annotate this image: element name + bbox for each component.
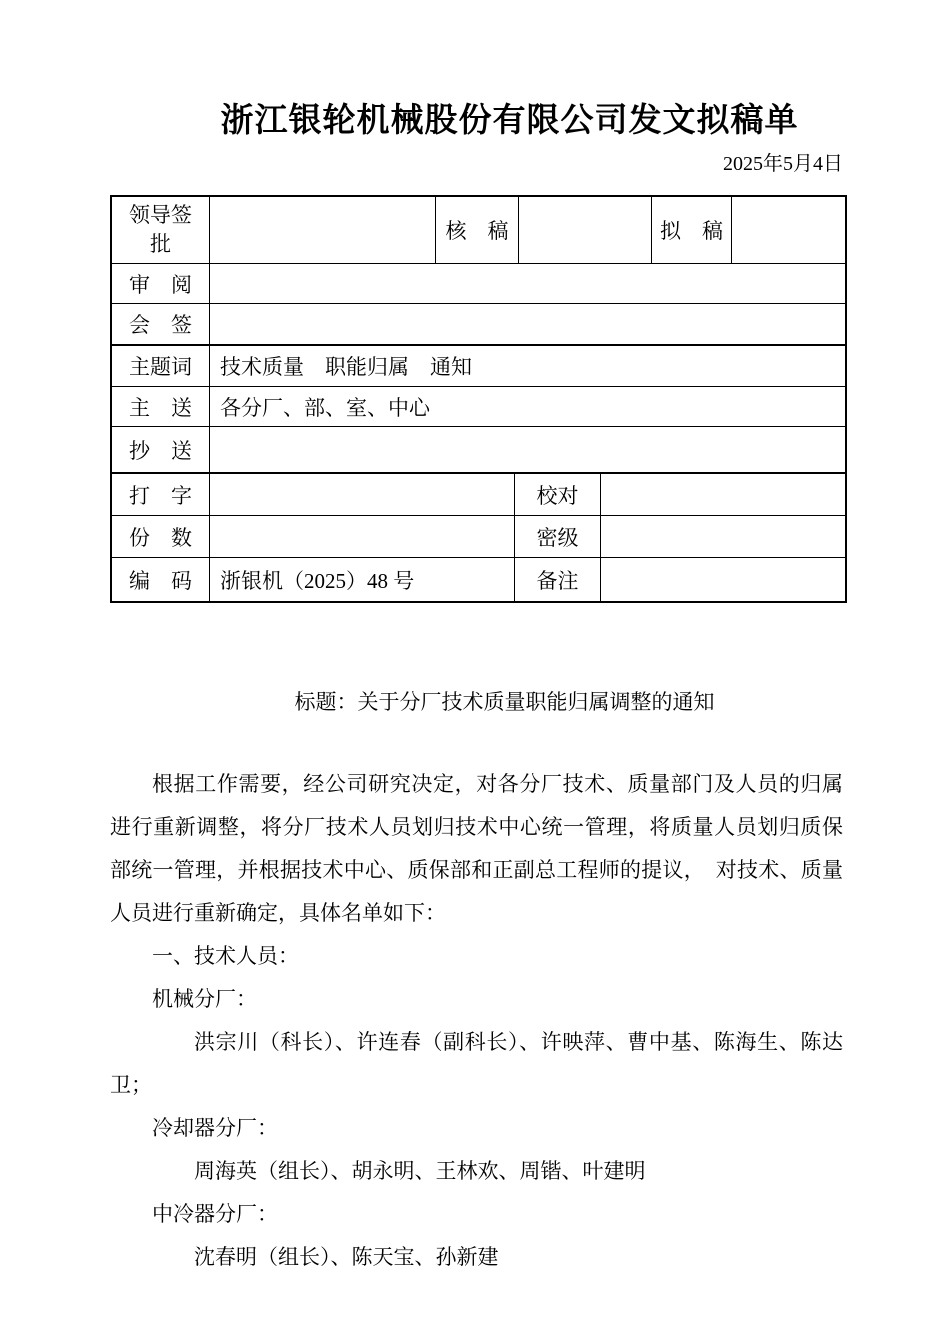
form-label-review: 审 阅 (129, 272, 192, 297)
body-paragraph-cooler-branch: 冷却器分厂： (152, 1116, 278, 1140)
form-label-draft: 拟 稿 (651, 197, 731, 263)
body-paragraph-cooler-names: 周海英（组长）、胡永明、王林欢、周锴、叶建明 (194, 1159, 646, 1183)
form-value-typing (209, 474, 514, 515)
form-label-typing: 打 字 (129, 483, 192, 508)
form-row-main-send (112, 387, 845, 427)
form-row-copy-send (112, 427, 845, 474)
form-label-check-draft: 核 稿 (435, 197, 518, 263)
form-row-review (112, 264, 845, 304)
form-value-review (209, 264, 845, 303)
form-row-leader-sign (112, 197, 845, 264)
form-label-copy-send: 抄 送 (129, 438, 192, 463)
form-value-copies (209, 516, 514, 557)
body-paragraph-intercooler-branch: 中冷器分厂： (152, 1202, 278, 1226)
form-label-copies: 份 数 (129, 525, 192, 550)
form-label-main-send: 主 送 (129, 395, 192, 420)
form-value-security-level (600, 516, 845, 557)
body-paragraph-machinery-names: 洪宗川（科长）、许连春（副科长）、许映萍、曹中基、陈海生、陈达卫； (110, 1030, 843, 1097)
form-label-proofread: 校对 (514, 474, 600, 515)
form-value-code: 浙银机（2025）48 号 (209, 558, 514, 601)
form-value-countersign (209, 304, 845, 344)
form-value-keywords: 技术质量 职能归属 通知 (209, 346, 845, 386)
form-value-main-send: 各分厂、部、室、中心 (209, 387, 845, 426)
form-row-code (112, 558, 845, 601)
document-body (110, 763, 843, 1279)
form-row-keywords (112, 346, 845, 387)
form-value-proofread (600, 474, 845, 515)
form-value-leader-sign (209, 197, 435, 263)
form-value-copy-send (209, 427, 845, 472)
drafting-form-table (110, 195, 847, 603)
document-date: 2025年5月4日 (723, 153, 843, 175)
form-label-security-level: 密级 (514, 516, 600, 557)
form-row-copies (112, 516, 845, 558)
page-title: 浙江银轮机械股份有限公司发文拟稿单 (220, 101, 799, 138)
form-label-countersign: 会 签 (129, 313, 192, 337)
form-label-remarks: 备注 (514, 558, 600, 601)
body-paragraph-intro: 根据工作需要，经公司研究决定，对各分厂技术、质量部门及人员的归属进行重新调整，将分厂技术人员划归技术中心统一管理，将质量人员划归质保部统一管理，并根据技术中心、质保部和正副总工程师的提议， 对技术、质量人员进行重新确定，具体名单如下： (110, 772, 843, 925)
body-paragraph-machinery-branch: 机械分厂： (152, 987, 257, 1011)
body-paragraph-section-tech: 一、技术人员： (152, 944, 299, 968)
form-value-draft (731, 197, 845, 263)
form-value-remarks (600, 558, 845, 601)
document-page (110, 0, 843, 1279)
form-label-leader-sign: 领导签批 (129, 203, 192, 256)
form-value-check-draft (518, 197, 651, 263)
subject-line: 标题：关于分厂技术质量职能归属调整的通知 (294, 690, 715, 714)
form-row-typing (112, 474, 845, 516)
form-row-countersign (112, 304, 845, 346)
form-label-code: 编 码 (129, 568, 192, 593)
form-label-keywords: 主题词 (129, 355, 192, 379)
body-paragraph-intercooler-names: 沈春明（组长）、陈天宝、孙新建 (194, 1245, 499, 1269)
